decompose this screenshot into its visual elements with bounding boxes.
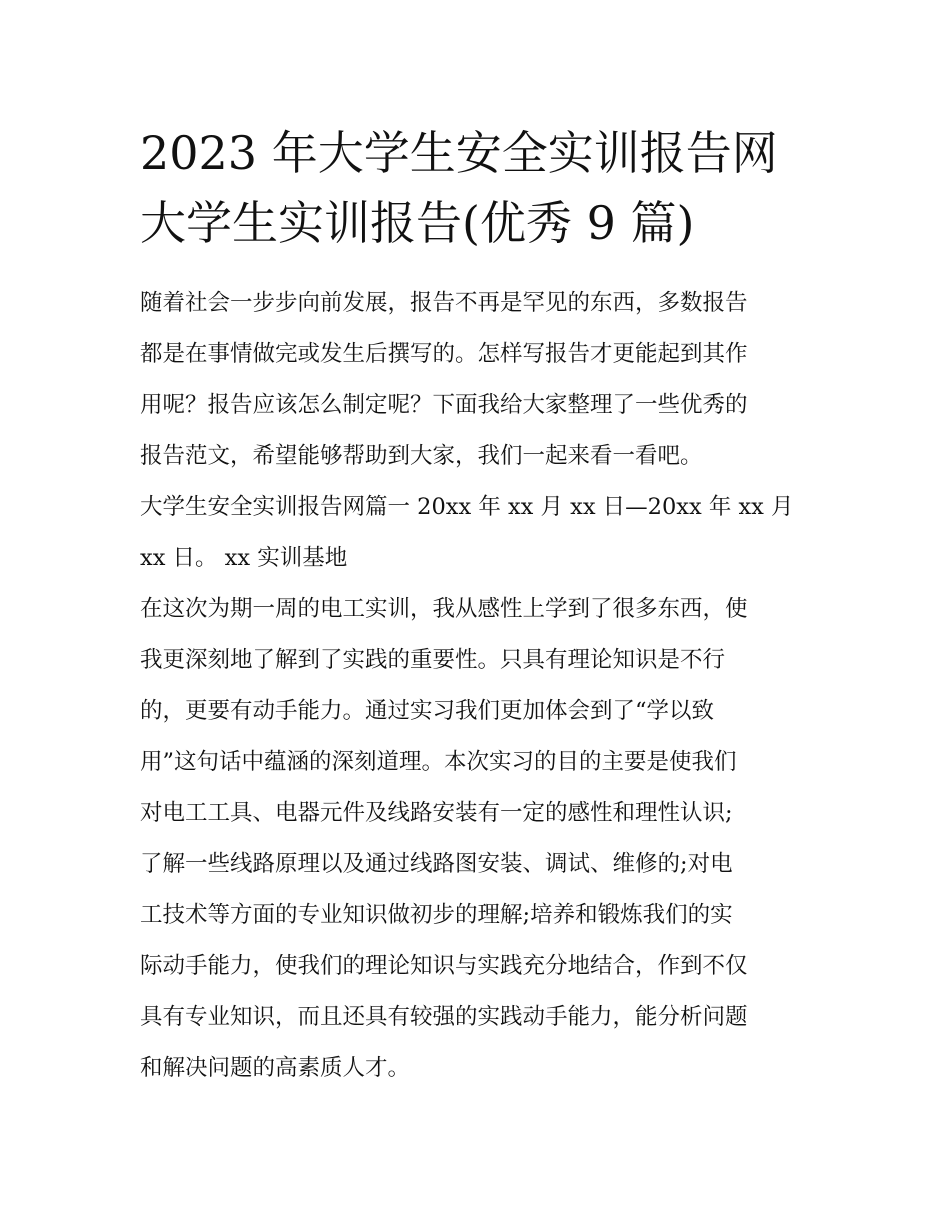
title-line-1: 2023 年大学生安全实训报告网 [140,126,778,180]
text-line: 对电工工具、电器元件及线路安装有一定的感性和理性认识; [140,800,733,826]
text-line: 都是在事情做完或发生后撰写的。怎样写报告才更能起到其作 [140,341,748,367]
text-line: 报告范文，希望能够帮助到大家，我们一起来看一看吧。 [140,443,703,469]
text-line: 工技术等方面的专业知识做初步的理解;培养和锻炼我们的实 [140,902,733,928]
text-line: xx 日。 xx 实训基地 [140,545,348,571]
text-line: 我更深刻地了解到了实践的重要性。只具有理论知识是不行 [140,647,726,673]
intro-paragraph [140,278,815,482]
document-page [140,118,815,1094]
text-line: 用呢？报告应该怎么制定呢？下面我给大家整理了一些优秀的 [140,392,748,418]
content-paragraph [140,584,815,1094]
text-line: 和解决问题的高素质人才。 [140,1055,411,1081]
text-line: 在这次为期一周的电工实训，我从感性上学到了很多东西，使 [140,596,748,622]
document-title [140,118,815,258]
section-heading-paragraph [140,482,815,584]
title-line-2: 大学生实训报告(优秀 9 篇) [140,196,695,250]
document-body [140,278,815,1094]
text-line: 用”这句话中蕴涵的深刻道理。本次实习的目的主要是使我们 [140,749,737,775]
text-line: 大学生安全实训报告网篇一 20xx 年 xx 月 xx 日—20xx 年 xx 月 [140,494,794,520]
text-line: 了解一些线路原理以及通过线路图安装、调试、维修的;对电 [140,851,733,877]
text-line: 具有专业知识，而且还具有较强的实践动手能力，能分析问题 [140,1004,748,1030]
text-line: 际动手能力，使我们的理论知识与实践充分地结合，作到不仅 [140,953,748,979]
text-line: 随着社会一步步向前发展，报告不再是罕见的东西，多数报告 [140,290,748,316]
text-line: 的，更要有动手能力。通过实习我们更加体会到了“学以致 [140,698,715,724]
